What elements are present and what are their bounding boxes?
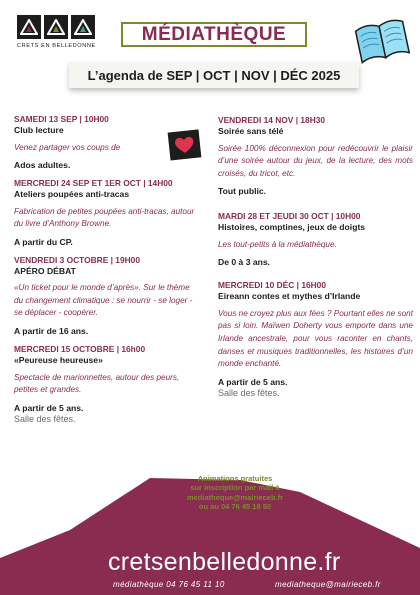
event-audience: A partir de 5 ans. xyxy=(218,376,288,387)
event-audience: A partir de 5 ans. xyxy=(14,402,84,413)
event-description: Les tout-petits à la médiathèque. xyxy=(218,239,337,249)
heart-icon xyxy=(166,128,203,162)
event-audience: A partir du CP. xyxy=(14,236,73,247)
event-item xyxy=(218,115,413,197)
event-date: SAMEDI 13 SEP | 10H00 xyxy=(14,114,109,124)
info-phone: ou au 04 76 45 18 50 xyxy=(198,502,272,512)
event-item xyxy=(218,280,413,398)
event-date: MARDI 28 ET JEUDI 30 OCT | 10H00 xyxy=(218,211,361,222)
open-book-icon xyxy=(352,14,412,66)
event-location: Salle des fêtes. xyxy=(218,387,280,398)
mountain-logo-icon xyxy=(71,15,95,39)
event-description: Fabrication de petites poupées anti-tracas, autour du livre d’Anthony Browne. xyxy=(14,206,195,229)
logo-text: CRETS EN BELLEDONNE xyxy=(17,43,96,49)
info-line: sur inscription par mail à xyxy=(190,483,280,493)
event-item xyxy=(218,211,413,268)
event-date: MERCREDI 10 DÉC | 16H00 xyxy=(218,280,326,291)
website-url: cretsenbelledonne.fr xyxy=(108,548,341,576)
event-audience: De 0 à 3 ans. xyxy=(218,257,271,268)
info-email: mediatheque@mairieceb.fr xyxy=(186,492,284,502)
event-description: Vous ne croyez plus aux fées ? Pourtant elles ne sont pas si loin. Maïwen Doherty vous emporte dans une Irlande ancestrale, pour vous raconter en chants, danses et musiques traditionnelles, les histoires d’un monde enchanté. xyxy=(218,308,413,369)
mountain-logo-icon xyxy=(44,15,68,39)
event-title: «Peureuse heureuse» xyxy=(14,355,103,366)
page-title: MÉDIATHÈQUE xyxy=(141,23,287,45)
event-location: Salle des fêtes. xyxy=(14,413,76,424)
info-line: Animations gratuites xyxy=(197,474,273,483)
footer-email: mediatheque@mairieceb.fr xyxy=(275,580,381,589)
event-item xyxy=(14,178,196,248)
event-item xyxy=(14,255,196,337)
logo xyxy=(17,15,97,51)
event-audience: Tout public. xyxy=(218,186,267,197)
event-title: Ateliers poupées anti-tracas xyxy=(14,189,130,200)
event-description: «Un ticket pour le monde d’après». Sur le thème du changement climatique : se nourrir - se loger - se déplacer - coopérer. xyxy=(14,283,193,318)
event-date: MERCREDI 15 OCTOBRE | 16h00 xyxy=(14,344,146,355)
event-audience: Ados adultes. xyxy=(14,160,71,171)
right-column xyxy=(218,115,413,406)
event-description: Soirée 100% déconnexion pour redécouvrir le plaisir d’une soirée autour du jeux, de la lecture, des mots croisés, du tricot, etc. xyxy=(218,143,413,178)
agenda-title: L’agenda de SEP | OCT | NOV | DÉC 2025 xyxy=(87,67,341,83)
footer-phone: médiathèque 04 76 45 11 10 xyxy=(113,580,225,589)
event-date: VENDREDI 14 NOV | 18H30 xyxy=(218,115,326,125)
event-description: Spectacle de marionnettes, autour des peurs, petites et grandes. xyxy=(14,372,180,395)
event-title: Histoires, comptines, jeux de doigts xyxy=(218,222,366,233)
event-title: Club lecture xyxy=(14,125,64,135)
event-description: Venez partager vos coups de xyxy=(14,142,121,152)
event-date: VENDREDI 3 OCTOBRE | 19H00 xyxy=(14,254,140,265)
title-box xyxy=(121,22,307,47)
event-date: MERCREDI 24 SEP ET 1ER OCT | 14H00 xyxy=(14,178,173,189)
agenda-banner xyxy=(69,62,359,88)
event-audience: A partir de 16 ans. xyxy=(14,326,89,337)
event-title: Soirée sans télé xyxy=(218,126,284,136)
info-block xyxy=(160,474,310,512)
event-title: Eireann contes et mythes d’Irlande xyxy=(218,291,361,302)
event-item xyxy=(14,344,196,425)
mountain-logo-icon xyxy=(17,15,41,39)
event-title: APÉRO DÉBAT xyxy=(14,265,76,276)
